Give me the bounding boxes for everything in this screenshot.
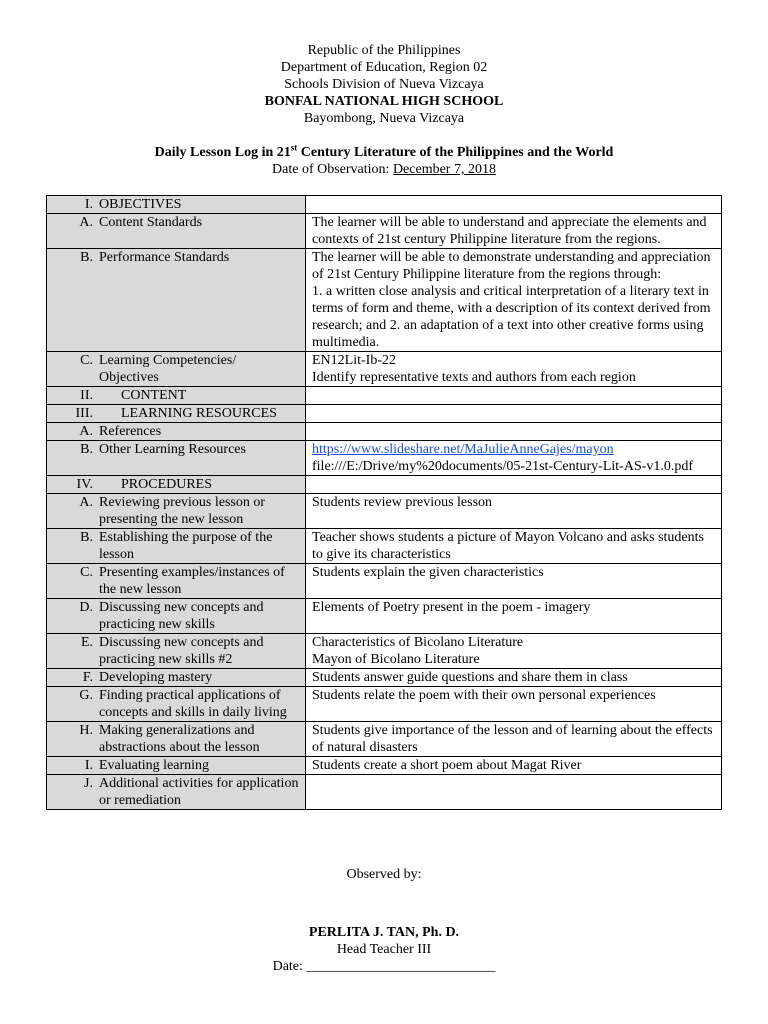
- row-content-text: Teacher shows students a picture of Mayon Volcano and asks students to give its characteristics: [312, 530, 704, 562]
- row-label: Discussing new concepts and practicing new skills: [99, 600, 264, 632]
- row-content-text: Students give importance of the lesson and of learning about the effects of natural disasters: [312, 723, 713, 755]
- row-label: Discussing new concepts and practicing new skills #2: [99, 635, 264, 667]
- row-number: II.: [80, 388, 93, 403]
- resource-link[interactable]: https://www.slideshare.net/MaJulieAnneGajes/mayon: [312, 442, 614, 457]
- row-label: Content Standards: [99, 215, 203, 230]
- row-content-text: Students review previous lesson: [312, 495, 493, 510]
- table-row: [47, 494, 722, 529]
- row-label: Presenting examples/instances of the new lesson: [99, 565, 285, 597]
- row-content-text: The learner will be able to demonstrate understanding and appreciation of 21st Century Philippine literature from the regions through:: [312, 250, 711, 282]
- row-content-cell: [306, 599, 722, 634]
- row-content-cell: [306, 249, 722, 352]
- row-label-cell: [47, 687, 306, 722]
- row-label-cell: [47, 599, 306, 634]
- row-content-text: Elements of Poetry present in the poem - imagery: [312, 600, 591, 615]
- row-number: E.: [80, 635, 93, 650]
- row-label: LEARNING RESOURCES: [121, 406, 277, 421]
- letterhead: [0, 42, 768, 127]
- row-label: Performance Standards: [99, 250, 230, 265]
- row-content-cell: [306, 196, 722, 214]
- row-label: Making generalizations and abstractions about the lesson: [99, 723, 260, 755]
- row-content-cell: [306, 669, 722, 687]
- table-row: [47, 757, 722, 775]
- row-content-text: file:///E:/Drive/my%20documents/05-21st-Century-Lit-AS-v1.0.pdf: [312, 459, 694, 474]
- row-number: F.: [82, 670, 93, 685]
- row-content-text: Students relate the poem with their own personal experiences: [312, 688, 656, 703]
- observation-date: [0, 161, 768, 178]
- row-content-text: Students explain the given characteristics: [312, 565, 544, 580]
- row-content-cell: [306, 423, 722, 441]
- row-label: Finding practical applications of concepts and skills in daily living: [99, 688, 287, 720]
- title-before: Daily Lesson Log in 21: [154, 145, 291, 160]
- table-row: [47, 405, 722, 423]
- table-row: [47, 634, 722, 669]
- row-content-cell: [306, 757, 722, 775]
- row-label: Learning Competencies/ Objectives: [99, 353, 237, 385]
- observer-position: Head Teacher III: [336, 942, 432, 957]
- row-number: A.: [79, 495, 93, 510]
- row-label-cell: [47, 352, 306, 387]
- row-number: B.: [80, 442, 93, 457]
- observer-name: PERLITA J. TAN, Ph. D.: [308, 925, 460, 940]
- row-content-cell: [306, 214, 722, 249]
- letterhead-location: Bayombong, Nueva Vizcaya: [303, 111, 465, 126]
- row-content-text: Mayon of Bicolano Literature: [312, 652, 480, 667]
- row-number: D.: [79, 600, 93, 615]
- row-label: Establishing the purpose of the lesson: [99, 530, 273, 562]
- row-label: Developing mastery: [99, 670, 213, 685]
- table-row: [47, 687, 722, 722]
- row-label: Other Learning Resources: [99, 442, 246, 457]
- row-label-cell: [47, 722, 306, 757]
- table-row: [47, 441, 722, 476]
- observation-date-value: December 7, 2018: [392, 162, 496, 177]
- row-number: I.: [84, 758, 93, 773]
- letterhead-division: Schools Division of Nueva Vizcaya: [284, 77, 484, 92]
- row-label-cell: [47, 634, 306, 669]
- row-content-text: EN12Lit-Ib-22: [312, 353, 396, 368]
- title-after: Century Literature of the Philippines and the World: [297, 145, 614, 160]
- title-sup: st: [290, 142, 298, 153]
- table-row: [47, 599, 722, 634]
- row-label-cell: [47, 441, 306, 476]
- row-number: H.: [79, 723, 93, 738]
- row-label: OBJECTIVES: [99, 197, 182, 212]
- row-number: C.: [80, 565, 93, 580]
- table-row: [47, 722, 722, 757]
- row-label-cell: [47, 423, 306, 441]
- row-number: I.: [84, 197, 93, 212]
- row-content-text: Identify representative texts and authors from each region: [312, 370, 636, 385]
- row-content-cell: [306, 564, 722, 599]
- row-number: G.: [79, 688, 93, 703]
- table-row: [47, 214, 722, 249]
- observer-date-line: Date: ___________________________: [272, 959, 496, 974]
- row-label: CONTENT: [121, 388, 187, 403]
- row-label-cell: [47, 757, 306, 775]
- row-content-cell: [306, 634, 722, 669]
- row-content-text: Students create a short poem about Magat River: [312, 758, 582, 773]
- row-content-cell: [306, 476, 722, 494]
- observation-label: Date of Observation:: [272, 162, 393, 177]
- letterhead-department: Department of Education, Region 02: [280, 60, 488, 75]
- row-content-text: 1. a written close analysis and critical interpretation of a literary text in terms of form and theme, with a description of its context derived from research; and 2. an adaptation of a text into other creative forms using multimedia.: [312, 284, 711, 350]
- table-row: [47, 249, 722, 352]
- row-content-cell: [306, 352, 722, 387]
- table-row: [47, 352, 722, 387]
- table-row: [47, 423, 722, 441]
- row-content-cell: [306, 775, 722, 810]
- table-row: [47, 669, 722, 687]
- row-number: III.: [75, 406, 93, 421]
- row-label: Additional activities for application or remediation: [99, 776, 299, 808]
- row-label-cell: [47, 387, 306, 405]
- row-label: Reviewing previous lesson or presenting the new lesson: [99, 495, 266, 527]
- row-number: IV.: [76, 477, 93, 492]
- row-label-cell: [47, 214, 306, 249]
- row-number: J.: [84, 776, 93, 791]
- row-number: C.: [80, 353, 93, 368]
- table-row: [47, 564, 722, 599]
- table-row: [47, 775, 722, 810]
- document-title: [0, 144, 768, 161]
- row-number: B.: [80, 250, 93, 265]
- row-content-cell: [306, 529, 722, 564]
- row-label-cell: [47, 529, 306, 564]
- letterhead-republic: Republic of the Philippines: [307, 43, 461, 58]
- row-label-cell: [47, 196, 306, 214]
- row-content-text: Characteristics of Bicolano Literature: [312, 635, 524, 650]
- row-label-cell: [47, 775, 306, 810]
- row-content-text: The learner will be able to understand and appreciate the elements and contexts of 21st century Philippine literature from the regions.: [312, 215, 707, 247]
- observed-by-label: Observed by:: [346, 867, 422, 882]
- row-number: B.: [80, 530, 93, 545]
- table-row: [47, 529, 722, 564]
- row-content-cell: [306, 387, 722, 405]
- table-row: [47, 196, 722, 214]
- row-number: A.: [79, 215, 93, 230]
- table-row: [47, 387, 722, 405]
- row-label-cell: [47, 476, 306, 494]
- row-label-cell: [47, 249, 306, 352]
- row-content-cell: [306, 687, 722, 722]
- row-content-cell: [306, 405, 722, 423]
- lesson-log-table: [46, 195, 722, 810]
- row-label: References: [99, 424, 162, 439]
- row-content-cell: [306, 494, 722, 529]
- row-label: Evaluating learning: [99, 758, 210, 773]
- table-row: [47, 476, 722, 494]
- row-content-text: Students answer guide questions and share them in class: [312, 670, 628, 685]
- row-label-cell: [47, 564, 306, 599]
- row-content-cell: [306, 441, 722, 476]
- row-label-cell: [47, 669, 306, 687]
- row-label-cell: [47, 494, 306, 529]
- row-label: PROCEDURES: [121, 477, 213, 492]
- row-number: A.: [79, 424, 93, 439]
- letterhead-school: BONFAL NATIONAL HIGH SCHOOL: [264, 94, 504, 109]
- row-label-cell: [47, 405, 306, 423]
- row-content-cell: [306, 722, 722, 757]
